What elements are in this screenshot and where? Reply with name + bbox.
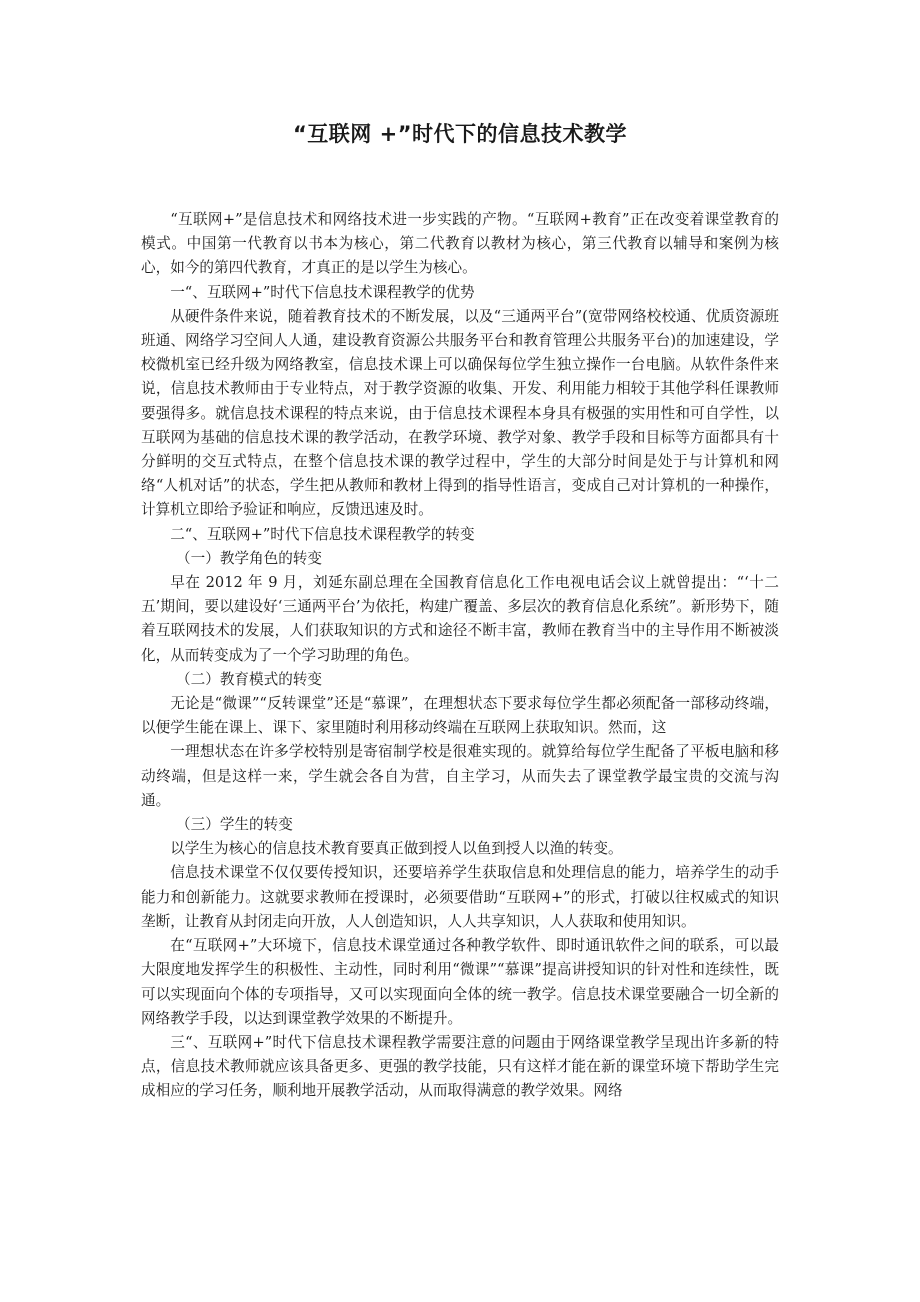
subsection-heading-1: （一）教学角色的转变 [176, 549, 322, 567]
paragraph-section-3: 三“、互联网+”时代下信息技术课程教学需要注意的问题由于网络课堂教学呈现出许多新的特点，信息技术教师就应该具备更多、更强的教学技能，只有这样才能在新的课堂环境下帮助学生完成相应的学习任务，顺利地开展教学活动，从而取得满意的教学效果。网络 [141, 1033, 779, 1100]
document-title: “互联网 +”时代下的信息技术教学 [292, 122, 627, 146]
paragraph-mode-change-a: 无论是“微课”“反转课堂”还是“慕课”，在理想状态下要求每位学生都必须配备一部移动终端，以便学生能在课上、课下、家里随时利用移动终端在互联网上获取知识。然而，这 [141, 695, 779, 737]
paragraph-advantages: 从硬件条件来说，随着教育技术的不断发展，以及“三通两平台”(宽带网络校校通、优质资源班班通、网络学习空间人人通，建设教育资源公共服务平台和教育管理公共服务平台)的加速建设，学校微机室已经升级为网络教室，信息技术课上可以确保每位学生独立操作一台电脑。从软件条件来说，信息技术教师由于专业特点，对于教学资源的收集、开发、利用能力相较于其他学科任课教师要强得多。就信息技术课程的特点来说，由于信息技术课程本身具有极强的实用性和可自学性，以互联网为基础的信息技术课的教学活动，在教学环境、教学对象、教学手段和目标等方面都具有十分鲜明的交互式特点，在整个信息技术课的教学过程中，学生的大部分时间是处于与计算机和网络“人机对话”的状态，学生把从教师和教材上得到的指导性语言，变成自己对计算机的一种操作，计算机立即给予验证和响应，反馈迅速及时。 [141, 307, 779, 519]
document-body [141, 208, 779, 1104]
paragraph-intro: “互联网+”是信息技术和网络技术进一步实践的产物。“互联网+教育”正在改变着课堂教育的模式。中国第一代教育以书本为核心，第二代教育以教材为核心，第三代教育以辅导和案例为核心，如今的第四代教育，才真正的是以学生为核心。 [141, 211, 779, 277]
paragraph-student-change-c: 在“互联网+”大环境下，信息技术课堂通过各种教学软件、即时通讯软件之间的联系，可以最大限度地发挥学生的积极性、主动性，同时利用“微课”“慕课”提高讲授知识的针对性和连续性，既可以实现面向个体的专项指导，又可以实现面向全体的统一教学。信息技术课堂要融合一切全新的网络教学手段，以达到课堂教学效果的不断提升。 [141, 937, 779, 1027]
section-heading-1: 一“、互联网+”时代下信息技术课程教学的优势 [170, 283, 475, 301]
subsection-heading-2: （二）教育模式的转变 [176, 670, 322, 688]
paragraph-mode-change-b: 一理想状态在许多学校特别是寄宿制学校是很难实现的。就算给每位学生配备了平板电脑和移动终端，但是这样一来，学生就会各自为营，自主学习，从而失去了课堂教学最宝贵的交流与沟通。 [141, 743, 779, 809]
subsection-heading-3: （三）学生的转变 [176, 816, 293, 834]
section-heading-2: 二“、互联网+”时代下信息技术课程教学的转变 [170, 525, 475, 543]
paragraph-role-change: 早在 2012 年 9 月，刘延东副总理在全国教育信息化工作电视电话会议上就曾提出：“‘十二五’期间，要以建设好‘三通两平台’为依托，构建广覆盖、多层次的教育信息化系统”。新形势下，随着互联网技术的发展，人们获取知识的方式和途径不断丰富，教师在教育当中的主导作用不断被淡化，从而转变成为了一个学习助理的角色。 [141, 574, 779, 664]
paragraph-student-change-b: 信息技术课堂不仅仅要传授知识，还要培养学生获取信息和处理信息的能力，培养学生的动手能力和创新能力。这就要求教师在授课时，必须要借助“互联网+”的形式，打破以往权威式的知识垄断，让教育从封闭走向开放，人人创造知识，人人共享知识，人人获取和使用知识。 [141, 864, 779, 930]
paragraph-student-change-a: 以学生为核心的信息技术教育要真正做到授人以鱼到授人以渔的转变。 [170, 840, 623, 858]
